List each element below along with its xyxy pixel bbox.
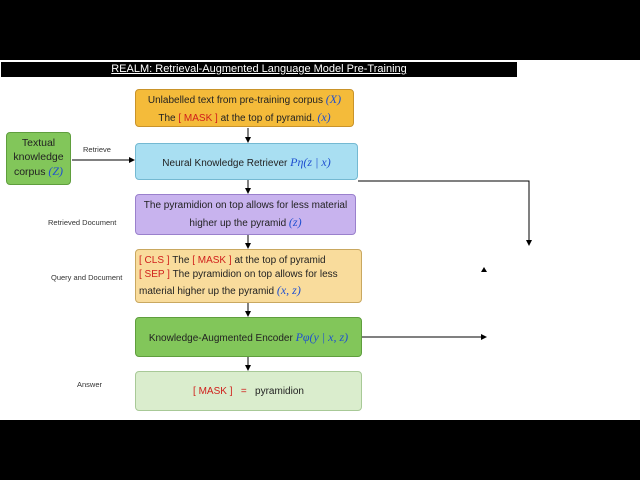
- small-arrowhead: [481, 267, 487, 272]
- box4-mask: [ MASK ]: [192, 254, 232, 266]
- box1-math-1: (X): [325, 92, 342, 106]
- retriever-text: Neural Knowledge Retriever: [162, 157, 288, 169]
- box4-line-3: material higher up the pyramid: [139, 285, 275, 297]
- encoder-text: Knowledge-Augmented Encoder: [148, 333, 293, 344]
- box3-line-1: The pyramidion on top allows for less material: [143, 200, 348, 211]
- encoder-math: Pφ(y | x, z): [295, 330, 349, 344]
- box3-math: (z): [288, 215, 302, 229]
- corpus-box: [6, 132, 71, 185]
- box1-line-1: Unlabelled text from pre-training corpus: [147, 95, 323, 106]
- box4-line-1-mid: The: [172, 254, 190, 266]
- encoder-box: [135, 317, 362, 357]
- box1-mask: [ MASK ]: [178, 113, 218, 124]
- box4-line-1-post: at the top of pyramid: [234, 254, 326, 266]
- box1-math-2: (x): [317, 110, 331, 124]
- label-query-and-document: Query and Document: [51, 273, 123, 282]
- slide-title: REALM: Retrieval-Augmented Language Model Pre-Training: [111, 63, 407, 75]
- box4-sep: [ SEP ]: [139, 268, 170, 280]
- corpus-line-3: corpus: [13, 166, 46, 179]
- box4-line-2-post: The pyramidion on top allows for less: [172, 268, 338, 280]
- box1-line-2-post: at the top of pyramid.: [220, 113, 315, 124]
- box1-line-2-pre: The: [158, 113, 176, 124]
- slide: [0, 60, 640, 420]
- label-retrieve: Retrieve: [83, 145, 111, 154]
- corpus-line-2: knowledge: [13, 150, 64, 163]
- box3-line-2: higher up the pyramid: [189, 218, 287, 229]
- retriever-math: Pη(z | x): [290, 154, 331, 169]
- label-answer: Answer: [77, 380, 103, 389]
- query-document-box: [135, 249, 362, 303]
- retrieved-document-box: [135, 194, 356, 235]
- corpus-line-1: Textual: [21, 137, 56, 150]
- box4-math: (x, z): [276, 282, 301, 297]
- pretraining-text-box: [135, 89, 354, 127]
- answer-value: pyramidion: [255, 385, 304, 397]
- corpus-math: (Z): [48, 164, 64, 179]
- retriever-box: [135, 143, 358, 180]
- label-retrieved-document: Retrieved Document: [48, 218, 117, 227]
- arrow-retriever-right: [358, 181, 529, 245]
- box4-cls: [ CLS ]: [139, 254, 170, 266]
- answer-equals: =: [240, 385, 247, 397]
- answer-mask: [ MASK ]: [193, 385, 233, 397]
- answer-box: [135, 371, 362, 411]
